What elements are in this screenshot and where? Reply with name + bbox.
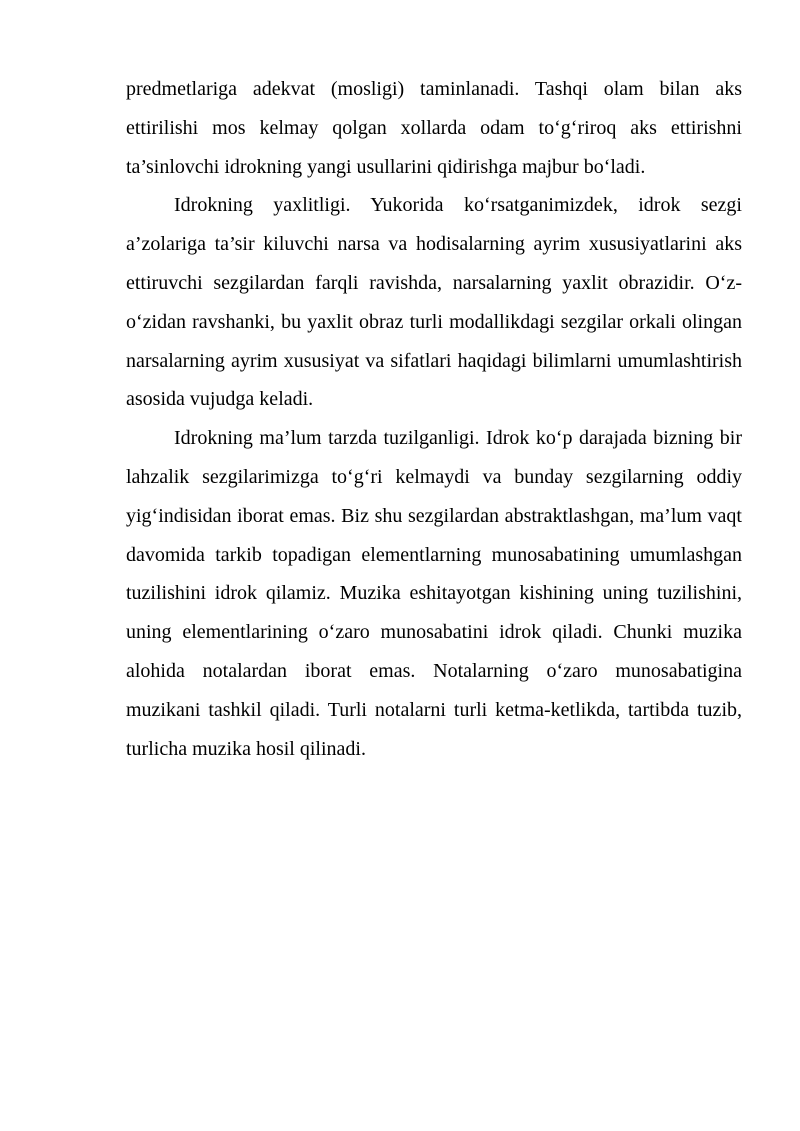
paragraph-2: Idrokning yaxlitligi. Yukorida ko‘rsatganimizdek, idrok sezgi a’zolariga ta’sir kiluvchi narsa va hodisalarning ayrim xususiyatlarini aks ettiruvchi sezgilardan farqli ravishda, narsalarning yaxlit obrazidir. O‘z-o‘zidan ravshanki, bu yaxlit obraz turli modallikdagi sezgilar orkali olingan narsalarning ayrim xususiyat va sifatlari haqidagi bilimlarni umumlashtirish asosida vujudga keladi. bbox=[126, 194, 742, 411]
paragraph-3: Idrokning ma’lum tarzda tuzilganligi. Idrok ko‘p darajada bizning bir lahzalik sezgilarimizga to‘g‘ri kelmaydi va bunday sezgilarning oddiy yig‘indisidan iborat emas. Biz shu sezgilardan abstraktlashgan, ma’lum vaqt davomida tarkib topadigan elementlarning munosabatining umumlashgan tuzilishini idrok qilamiz. Muzika eshitayotgan kishining uning tuzilishini, uning elementlarining o‘zaro munosabatini idrok qiladi. Chunki muzika alohida notalardan iborat emas. Notalarning o‘zaro munosabatigina muzikani tashkil qiladi. Turli notalarni turli ketma-ketlikda, tartibda tuzib, turlicha muzika hosil qilinadi. bbox=[126, 427, 742, 760]
document-page bbox=[126, 70, 742, 768]
paragraph-1: predmetlariga adekvat (mosligi) taminlanadi. Tashqi olam bilan aks ettirilishi mos kelmay qolgan xollarda odam to‘g‘riroq aks ettirishni ta’sinlovchi idrokning yangi usullarini qidirishga majbur bo‘ladi. bbox=[126, 78, 742, 178]
